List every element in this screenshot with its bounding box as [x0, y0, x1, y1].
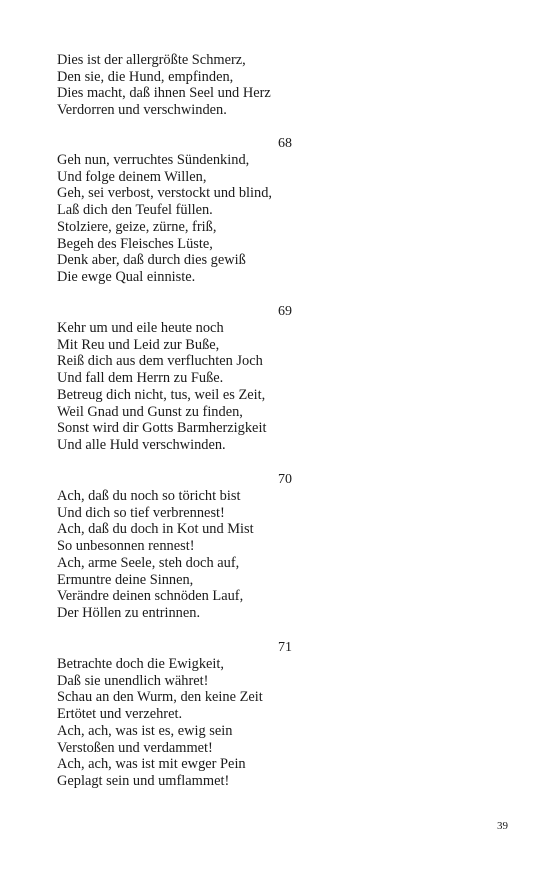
verse-line: Kehr um und eile heute noch [57, 320, 224, 336]
verse-line: Betreug dich nicht, tus, weil es Zeit, [57, 386, 266, 403]
stanza-lines [57, 52, 292, 119]
verse-line: Ertötet und verzehret. [57, 706, 183, 723]
verse-line: Geplagt sein und umflammet! [57, 772, 230, 789]
verse-line: Verändre deinen schnöden Lauf, [57, 588, 244, 605]
verse-line: Ach, arme Seele, steh doch auf, [57, 554, 240, 571]
stanza-68 [57, 135, 292, 286]
verse-line: Ach, daß du doch in Kot und Mist [57, 521, 254, 538]
stanza-71 [57, 639, 292, 790]
verse-line: Und fall dem Herrn zu Fuße. [57, 370, 224, 387]
stanza-lines [57, 488, 292, 622]
verse-line: Daß sie unendlich währet! [57, 672, 209, 689]
verse-line: Ach, ach, was ist es, ewig sein [57, 722, 233, 739]
page-number: 39 [497, 820, 508, 832]
verse-line: Begeh des Fleisches Lüste, [57, 235, 213, 252]
stanza-lines [57, 152, 292, 286]
verse-line: Sonst wird dir Gotts Barmherzigkeit [57, 420, 267, 437]
stanza-70 [57, 471, 292, 622]
verse-line: Geh nun, verruchtes Sündenkind, [57, 152, 250, 168]
stanza-lines [57, 656, 292, 790]
stanza-continuation [57, 52, 292, 119]
stanza-lines [57, 320, 292, 454]
verse-line: Und alle Huld verschwinden. [57, 436, 226, 453]
verse-line: Verstoßen und verdammet! [57, 739, 213, 756]
verse-line: Verdorren und verschwinden. [57, 102, 227, 119]
verse-line: Mit Reu und Leid zur Buße, [57, 336, 220, 353]
verse-line: Den sie, die Hund, empfinden, [57, 68, 234, 85]
verse-line: Geh, sei verbost, verstockt und blind, [57, 185, 273, 202]
verse-line: Betrachte doch die Ewigkeit, [57, 656, 225, 672]
verse-line: Ach, daß du noch so töricht bist [57, 488, 241, 504]
verse-line: Reiß dich aus dem verfluchten Joch [57, 353, 263, 370]
verse-line: Weil Gnad und Gunst zu finden, [57, 403, 243, 420]
verse-line: Der Höllen zu entrinnen. [57, 604, 201, 621]
stanza-number: 69 [278, 304, 292, 319]
verse-line: Und folge deinem Willen, [57, 168, 207, 185]
verse-line: Dies macht, daß ihnen Seel und Herz [57, 85, 271, 102]
verse-line: Und dich so tief verbrennest! [57, 504, 225, 521]
stanza-number: 68 [278, 136, 292, 151]
stanza-69 [57, 303, 292, 454]
verse-line: Ermuntre deine Sinnen, [57, 571, 194, 588]
verse-line: Laß dich den Teufel füllen. [57, 202, 213, 219]
verse-line: Dies ist der allergrößte Schmerz, [57, 52, 246, 68]
verse-line: Schau an den Wurm, den keine Zeit [57, 689, 263, 706]
stanza-number: 70 [278, 472, 292, 487]
verse-line: Denk aber, daß durch dies gewiß [57, 252, 246, 269]
verse-line: So unbesonnen rennest! [57, 538, 195, 555]
verse-line: Ach, ach, was ist mit ewger Pein [57, 756, 246, 773]
stanza-number: 71 [278, 640, 292, 655]
verse-line: Stolziere, geize, zürne, friß, [57, 218, 217, 235]
verse-line: Die ewge Qual einniste. [57, 268, 196, 285]
